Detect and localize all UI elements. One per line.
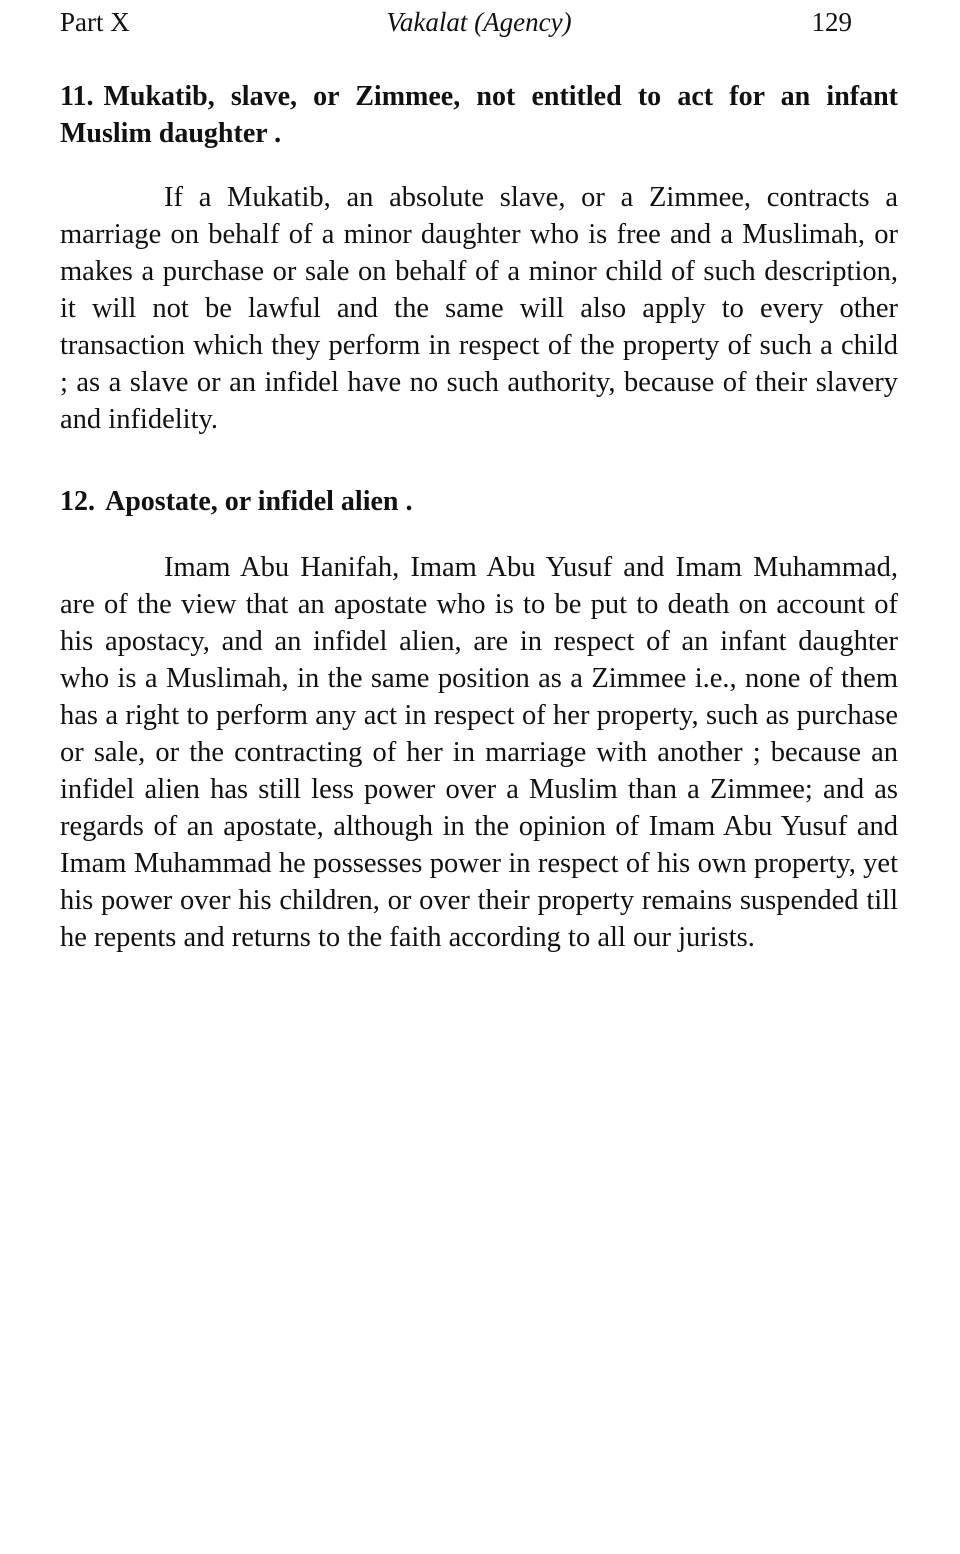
chapter-title [60, 0, 898, 44]
section-11-number: 11. [60, 81, 94, 112]
running-head [60, 0, 898, 44]
part-label: Part X [60, 7, 130, 37]
section-11-heading [60, 78, 898, 152]
chapter-subtitle: (Agency) [474, 7, 572, 37]
chapter-title-italic: Vakalat [386, 7, 468, 37]
section-11-title: Mukatib, slave, or Zimmee, not entitled to act for an infant Muslim daughter . [60, 81, 898, 149]
section-12-heading [60, 483, 898, 520]
section-12-number: 12. [60, 486, 95, 517]
section-12-paragraph: Imam Abu Hanifah, Imam Abu Yusuf and Imam Muhammad, are of the view that an apostate who is to be put to death on account of his apostacy, and an infidel alien, are in respect of an infant daughter who is a Muslimah, in the same position as a Zimmee i.e., none of them has a right to perform any act in respect of her property, such as purchase or sale, or the contracting of her in marriage with another ; because an infidel alien has still less power over a Muslim than a Zimmee; and as regards of an apostate, although in the opinion of Imam Abu Yusuf and Imam Muhammad he possesses power in respect of his own property, yet his power over his children, or over their property remains suspended till he repents and returns to the faith according to all our jurists. [60, 552, 898, 953]
section-12-title: Apostate, or infidel alien . [105, 486, 413, 517]
page-number: 129 [811, 7, 852, 37]
book-page [60, 0, 898, 956]
section-11-paragraph: If a Mukatib, an absolute slave, or a Zimmee, contracts a marriage on behalf of a minor daughter who is free and a Muslimah, or makes a purchase or sale on behalf of a minor child of such description, it will not be lawful and the same will also apply to every other transaction which they perform in respect of the property of such a child ; as a slave or an infidel have no such authority, because of their slavery and infidelity. [60, 182, 898, 435]
